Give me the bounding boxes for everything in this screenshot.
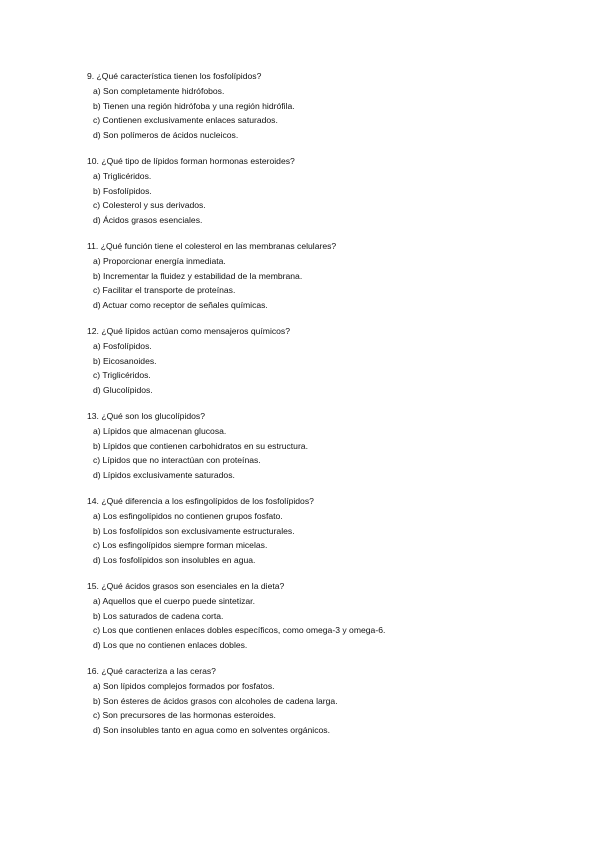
- question-text: 13. ¿Qué son los glucolípidos?: [87, 411, 205, 421]
- question-10: [87, 156, 567, 229]
- question-text: 10. ¿Qué tipo de lípidos forman hormonas esteroides?: [87, 156, 295, 166]
- option-b: b) Son ésteres de ácidos grasos con alcoholes de cadena larga.: [93, 695, 338, 706]
- option-d: d) Lípidos exclusivamente saturados.: [93, 469, 235, 480]
- question-text: 16. ¿Qué caracteriza a las ceras?: [87, 666, 216, 676]
- option-b: b) Lípidos que contienen carbohidratos en su estructura.: [93, 440, 308, 451]
- question-text: 9. ¿Qué característica tienen los fosfolípidos?: [87, 71, 262, 81]
- option-a: a) Los esfingolípidos no contienen grupos fosfato.: [93, 511, 283, 521]
- option-d: d) Actuar como receptor de señales químicas.: [93, 299, 268, 310]
- option-a: a) Lípidos que almacenan glucosa.: [93, 426, 227, 436]
- option-b: b) Fosfolípidos.: [93, 185, 152, 196]
- option-c: c) Los que contienen enlaces dobles específicos, como omega-3 y omega-6.: [93, 625, 386, 636]
- option-b: b) Los fosfolípidos son exclusivamente estructurales.: [93, 525, 295, 536]
- question-text: 12. ¿Qué lípidos actúan como mensajeros químicos?: [87, 326, 291, 336]
- option-b: b) Eicosanoides.: [93, 355, 157, 366]
- option-a: a) Son lípidos complejos formados por fosfatos.: [93, 681, 275, 691]
- question-15: [87, 581, 567, 654]
- option-d: d) Ácidos grasos esenciales.: [93, 214, 203, 225]
- option-b: b) Incrementar la fluidez y estabilidad de la membrana.: [93, 270, 303, 281]
- option-c: c) Triglicéridos.: [93, 370, 151, 381]
- option-d: d) Los que no contienen enlaces dobles.: [93, 639, 248, 650]
- question-16: [87, 666, 567, 739]
- option-c: c) Lípidos que no interactúan con proteínas.: [93, 455, 261, 466]
- question-9: [87, 71, 567, 144]
- question-text: 11. ¿Qué función tiene el colesterol en las membranas celulares?: [87, 241, 337, 251]
- option-a: a) Aquellos que el cuerpo puede sintetizar.: [93, 596, 255, 606]
- option-d: d) Son polímeros de ácidos nucleicos.: [93, 129, 239, 140]
- question-12: [87, 326, 567, 399]
- option-a: a) Fosfolípidos.: [93, 341, 152, 351]
- option-a: a) Triglicéridos.: [93, 171, 152, 181]
- option-b: b) Los saturados de cadena corta.: [93, 610, 224, 621]
- option-d: d) Los fosfolípidos son insolubles en agua.: [93, 554, 256, 565]
- question-text: 15. ¿Qué ácidos grasos son esenciales en la dieta?: [87, 581, 285, 591]
- question-text: 14. ¿Qué diferencia a los esfingolípidos de los fosfolípidos?: [87, 496, 314, 506]
- option-b: b) Tienen una región hidrófoba y una región hidrófila.: [93, 100, 295, 111]
- option-a: a) Son completamente hidrófobos.: [93, 86, 225, 96]
- option-c: c) Los esfingolípidos siempre forman micelas.: [93, 540, 268, 551]
- option-c: c) Facilitar el transporte de proteínas.: [93, 285, 236, 296]
- option-d: d) Glucolípidos.: [93, 384, 153, 395]
- question-13: [87, 411, 567, 484]
- option-a: a) Proporcionar energía inmediata.: [93, 256, 226, 266]
- option-c: c) Contienen exclusivamente enlaces saturados.: [93, 115, 278, 126]
- option-c: c) Son precursores de las hormonas esteroides.: [93, 710, 276, 721]
- question-11: [87, 241, 567, 314]
- question-14: [87, 496, 567, 569]
- option-c: c) Colesterol y sus derivados.: [93, 200, 206, 211]
- option-d: d) Son insolubles tanto en agua como en solventes orgánicos.: [93, 724, 330, 735]
